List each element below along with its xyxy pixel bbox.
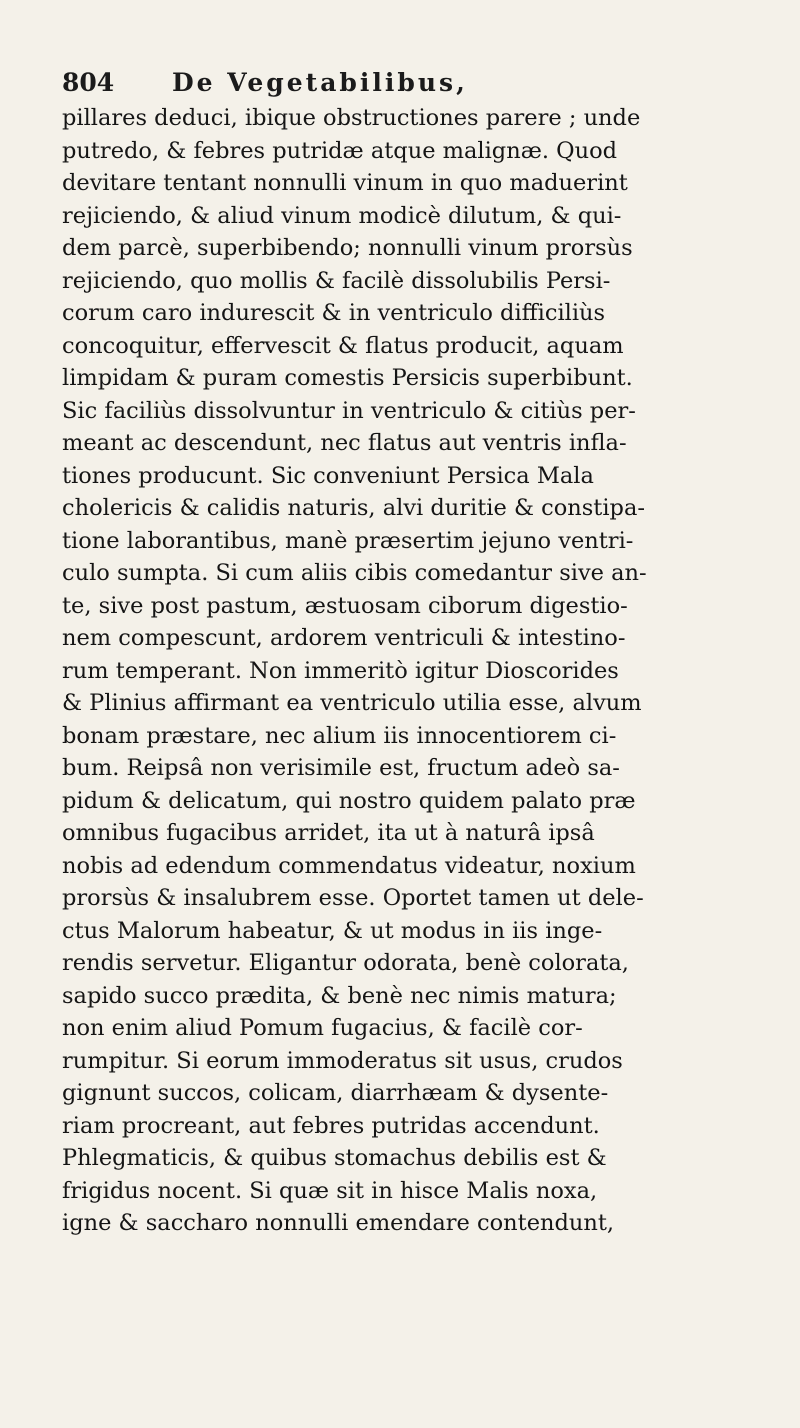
text-line: putredo, & febres putridæ atque malignæ. Quod (62, 137, 618, 164)
text-line: te, sive post pastum, æstuosam ciborum digestio- (62, 592, 628, 619)
text-line: omnibus fugacibus arridet, ita ut à naturâ ipsâ (62, 820, 595, 846)
text-line: tione laborantibus, manè præsertim jejuno ventri- (62, 527, 634, 554)
text-line: pillares deduci, ibique obstructiones parere ; unde (62, 105, 641, 131)
text-line: nem compescunt, ardorem ventriculi & intestino- (62, 625, 626, 651)
text-line: Phlegmaticis, & quibus stomachus debilis est & (62, 1145, 607, 1171)
text-line: non enim aliud Pomum fugacius, & facilè cor- (62, 1015, 583, 1041)
text-line: bum. Reipsâ non verisimile est, fructum adeò sa- (62, 755, 620, 781)
text-line: nobis ad edendum commendatus videatur, noxium (62, 852, 636, 879)
text-line: concoquitur, effervescit & flatus producit, aquam (62, 332, 624, 359)
text-line: cholericis & calidis naturis, alvi duritie & constipa- (62, 495, 645, 521)
text-line: frigidus nocent. Si quæ sit in hisce Malis noxa, (62, 1177, 598, 1204)
text-line: culo sumpta. Si cum aliis cibis comedantur sive an- (62, 560, 647, 586)
text-line: bonam præstare, nec alium iis innocentiorem ci- (62, 722, 617, 749)
running-title: De Vegetabilibus, (172, 68, 468, 97)
text-line: dem parcè, superbibendo; nonnulli vinum prorsùs (62, 235, 633, 261)
text-line: Sic faciliùs dissolvuntur in ventriculo & citiùs per- (62, 397, 636, 424)
text-line: rumpitur. Si eorum immoderatus sit usus, crudos (62, 1047, 623, 1074)
text-line: tiones producunt. Sic conveniunt Persica Mala (62, 462, 594, 489)
body-text (62, 102, 782, 1240)
text-line: sapido succo prædita, & benè nec nimis matura; (62, 982, 617, 1009)
text-line: rejiciendo, quo mollis & facilè dissolubilis Persi- (62, 267, 611, 294)
text-line: rejiciendo, & aliud vinum modicè dilutum, & qui- (62, 202, 622, 229)
text-line: ctus Malorum habeatur, & ut modus in iis inge- (62, 917, 603, 944)
text-line: gignunt succos, colicam, diarrhæam & dysente- (62, 1080, 609, 1106)
text-line: riam procreant, aut febres putridas accendunt. (62, 1112, 600, 1139)
text-line: corum caro indurescit & in ventriculo difficiliùs (62, 300, 606, 326)
text-line: & Plinius affirmant ea ventriculo utilia esse, alvum (62, 690, 642, 716)
page-header (62, 68, 682, 104)
text-line: pidum & delicatum, qui nostro quidem palato præ (62, 787, 636, 814)
text-line: rum temperant. Non immeritò igitur Dioscorides (62, 657, 619, 684)
page-number: 804 (62, 68, 115, 97)
text-line: devitare tentant nonnulli vinum in quo maduerint (62, 170, 628, 196)
text-line: limpidam & puram comestis Persicis superbibunt. (62, 365, 633, 391)
text-line: prorsùs & insalubrem esse. Oportet tamen ut dele- (62, 885, 644, 911)
text-line: rendis servetur. Eligantur odorata, benè colorata, (62, 950, 629, 976)
text-line: igne & saccharo nonnulli emendare contendunt, (62, 1210, 615, 1236)
text-line: meant ac descendunt, nec flatus aut ventris infla- (62, 430, 627, 456)
